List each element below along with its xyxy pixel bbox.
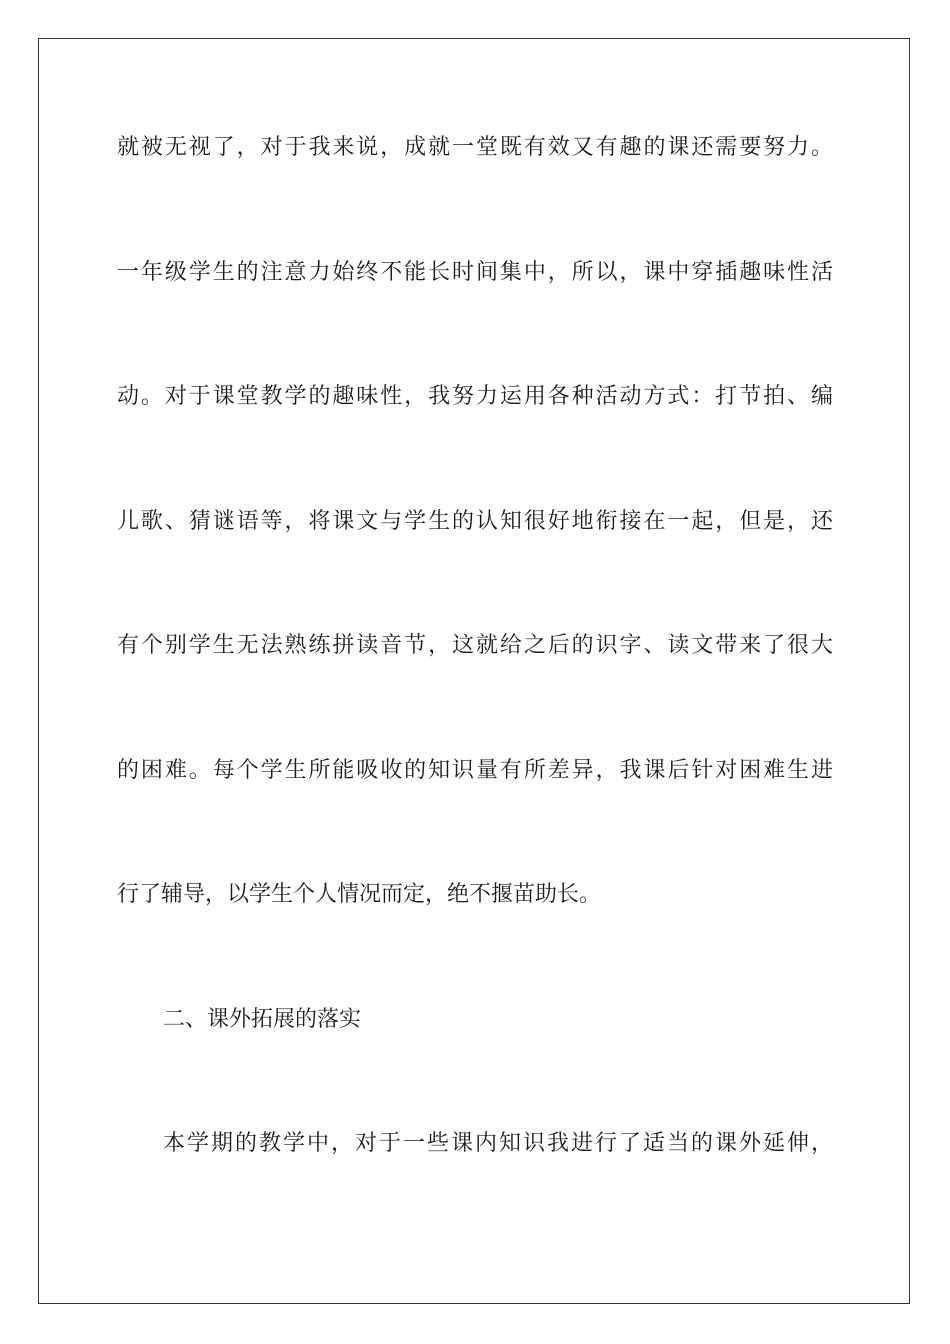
section-heading: 二、课外拓展的落实	[163, 1007, 362, 1032]
page-border	[38, 38, 910, 1304]
paragraph-line: 的困难。每个学生所能吸收的知识量有所差异，我课后针对困难生进	[117, 758, 833, 783]
paragraph-line-last: 行了辅导，以学生个人情况而定，绝不揠苗助长。	[117, 882, 602, 907]
paragraph-line: 就被无视了，对于我来说，成就一堂既有效又有趣的课还需要努力。	[117, 135, 833, 160]
paragraph-line: 儿歌、猜谜语等，将课文与学生的认知很好地衔接在一起，但是，还	[117, 509, 833, 534]
paragraph-line: 一年级学生的注意力始终不能长时间集中，所以，课中穿插趣味性活	[117, 260, 833, 285]
paragraph-line: 动。对于课堂教学的趣味性，我努力运用各种活动方式：打节拍、编	[117, 384, 833, 409]
paragraph-line: 本学期的教学中，对于一些课内知识我进行了适当的课外延伸，	[163, 1131, 833, 1156]
paragraph-line: 有个别学生无法熟练拼读音节，这就给之后的识字、读文带来了很大	[117, 633, 833, 658]
